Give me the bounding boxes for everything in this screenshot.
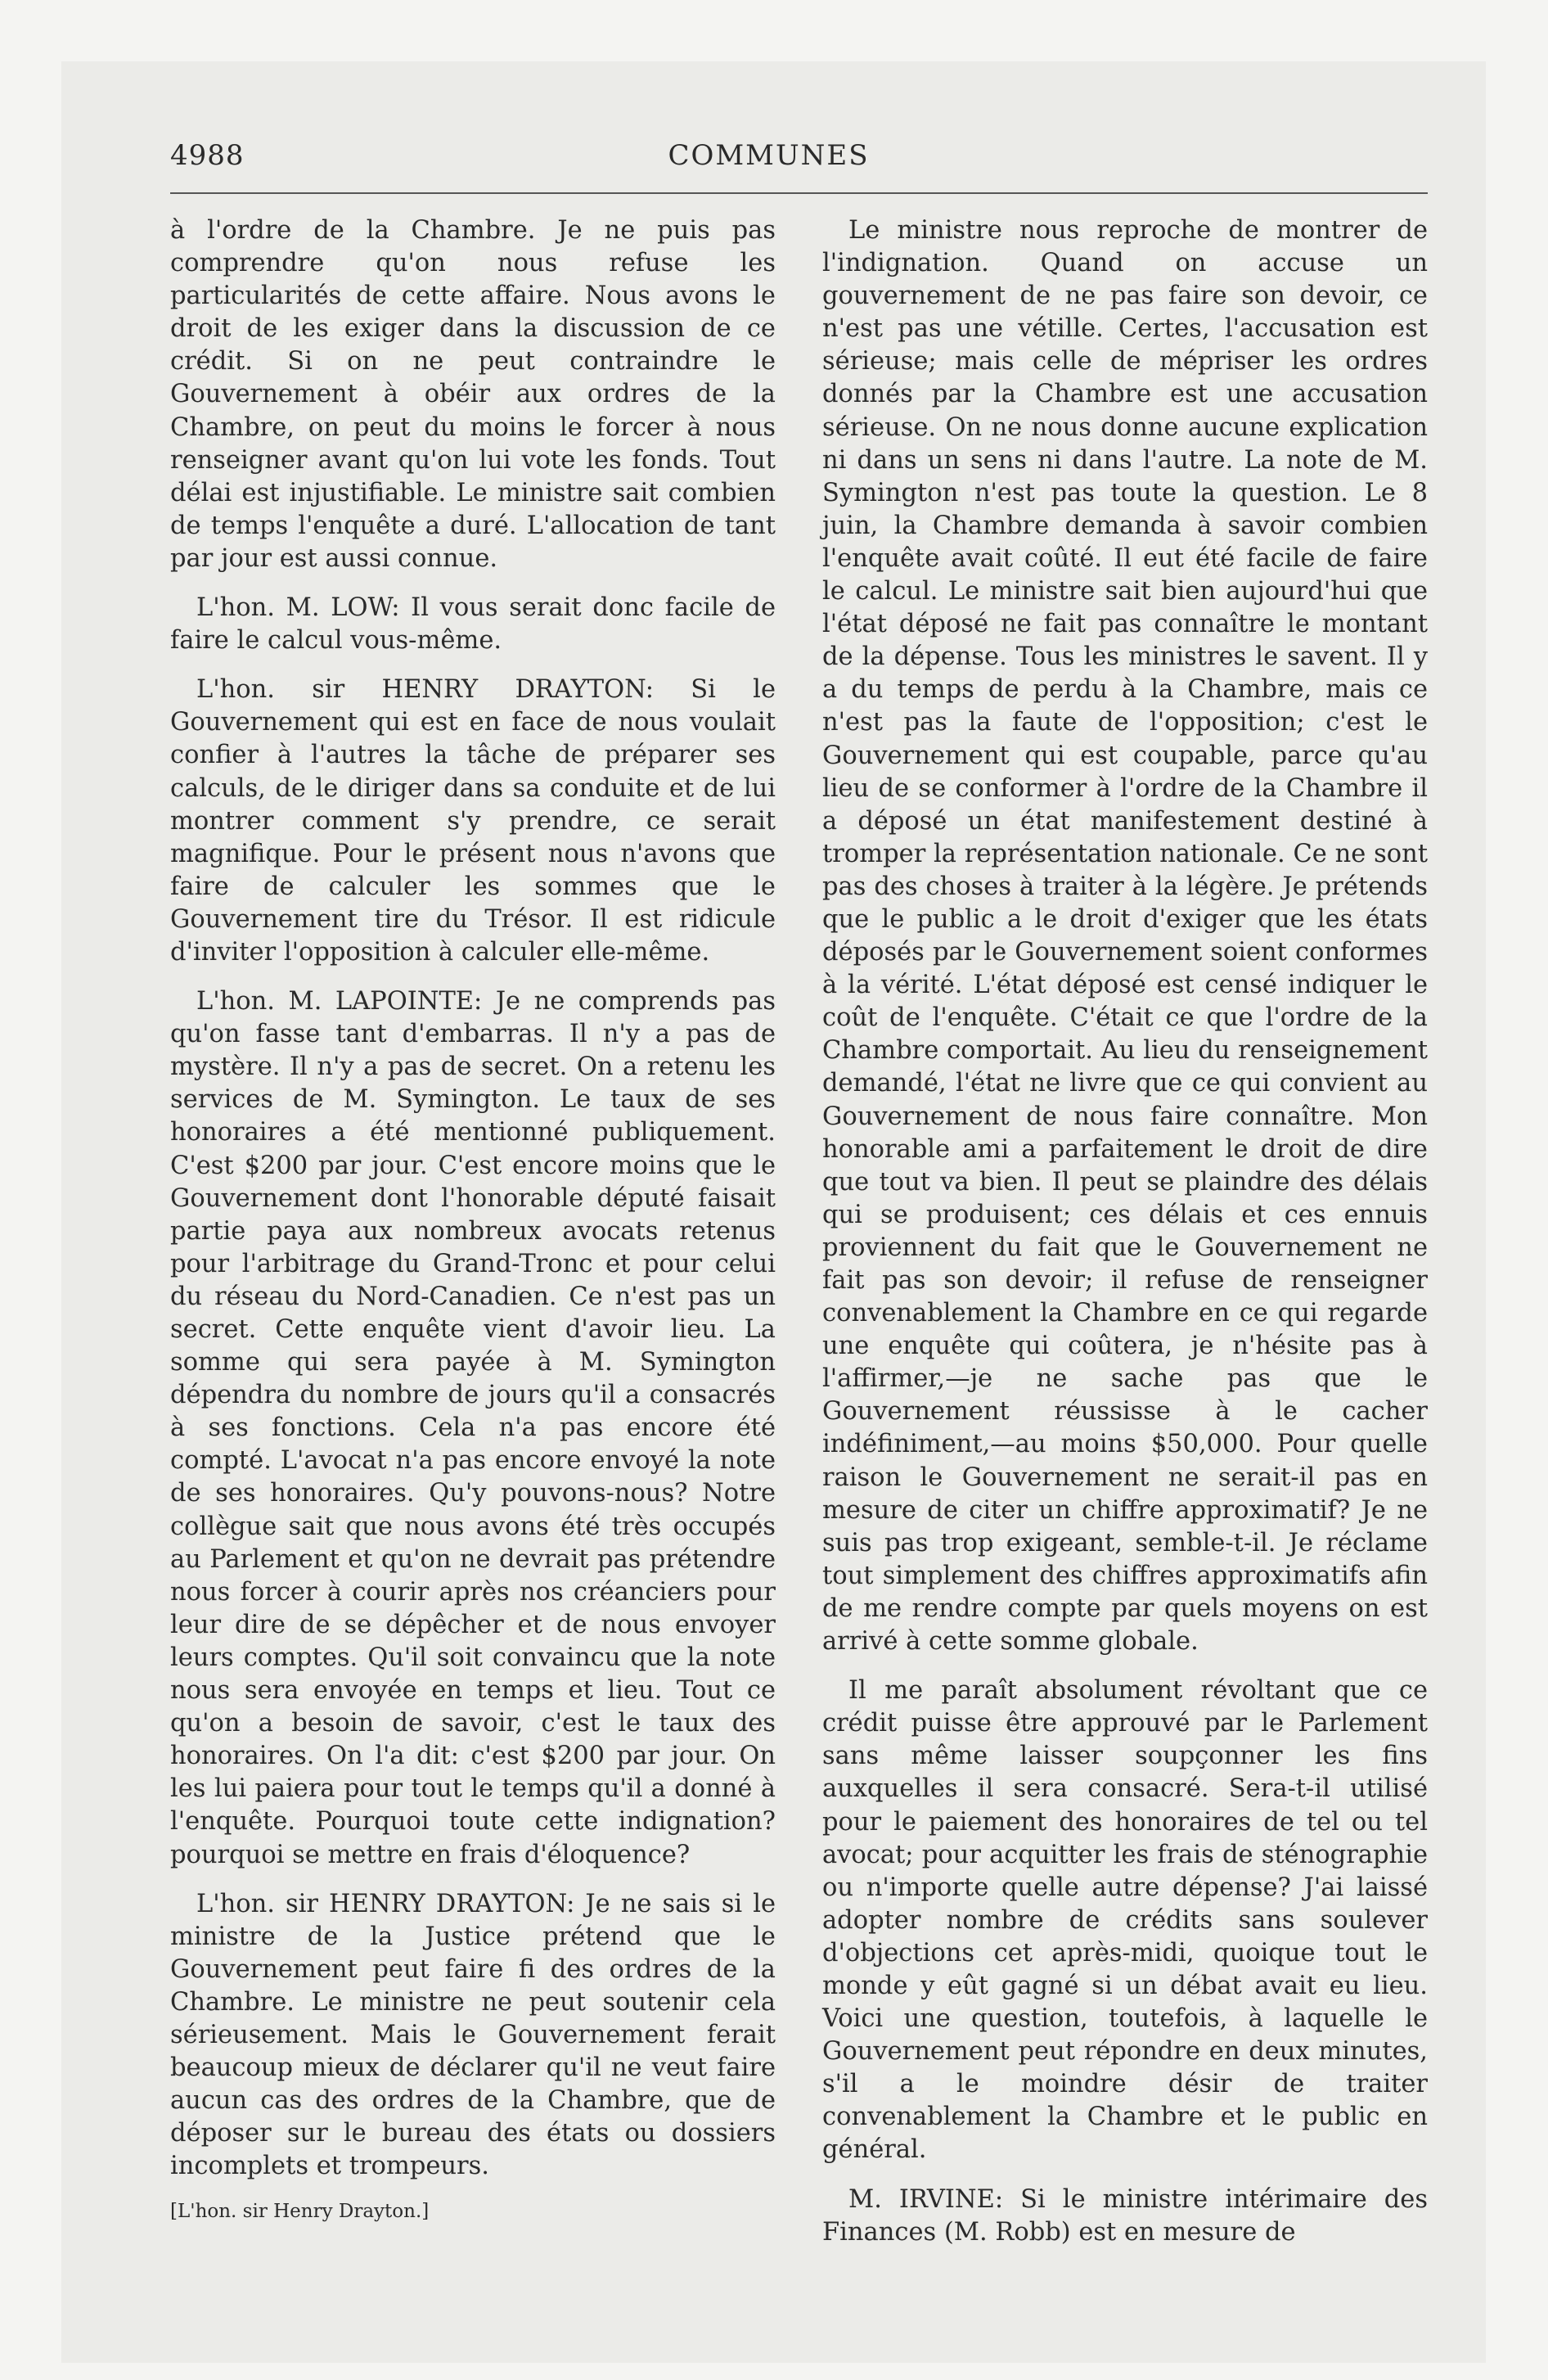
page-title: COMMUNES <box>668 139 870 172</box>
left-column <box>170 214 776 2240</box>
paragraph: L'hon. sir HENRY DRAYTON: Je ne sais si le ministre de la Justice prétend que le Gouvernement peut faire fi des ordres de la Chambre. Le ministre ne peut soutenir cela sérieusement. Mais le Gouvernement ferait beaucoup mieux de déclarer qu'il ne veut faire aucun cas des ordres de la Chambre, que de déposer sur le bureau des états ou dossiers incomplets et trompeurs. <box>170 1889 776 2181</box>
paragraph: L'hon. M. LOW: Il vous serait donc facile de faire le calcul vous-même. <box>170 593 776 656</box>
page-header <box>109 139 1429 188</box>
header-rule <box>170 192 1428 194</box>
paragraph: à l'ordre de la Chambre. Je ne puis pas comprendre qu'on nous refuse les particularités de cette affaire. Nous avons le droit de les exiger dans la discussion de ce crédit. Si on ne peut contraindre le Gouvernement à obéir aux ordres de la Chambre, on peut du moins le forcer à nous renseigner avant qu'on lui vote les fonds. Tout délai est injustifiable. Le ministre sait combien de temps l'enquête a duré. L'allocation de tant par jour est aussi connue. <box>170 216 776 573</box>
paragraph: Le ministre nous reproche de montrer de l'indignation. Quand on accuse un gouvernement de ne pas faire son devoir, ce n'est pas une vétille. Certes, l'accusation est sérieuse; mais celle de mépriser les ordres donnés par la Chambre est une accusation sérieuse. On ne nous donne aucune explication ni dans un sens ni dans l'autre. La note de M. Symington n'est pas toute la question. Le 8 juin, la Chambre demanda à savoir combien l'enquête avait coûté. Il eut été facile de faire le calcul. Le ministre sait bien aujourd'hui que l'état déposé ne fait pas connaître le montant de la dépense. Tous les ministres le savent. Il y a du temps de perdu à la Chambre, mais ce n'est pas la faute de l'opposition; c'est le Gouvernement qui est coupable, parce qu'au lieu de se conformer à l'ordre de la Chambre il a déposé un état manifestement destiné à tromper la représentation nationale. Ce ne sont pas des choses à traiter à la légère. Je prétends que le public a le droit d'exiger que les états déposés par le Gouvernement soient conformes à la vérité. L'état déposé est censé indiquer le coût de l'enquête. C'était ce que l'ordre de la Chambre comportait. Au lieu du renseignement demandé, l'état ne livre que ce qui convient au Gouvernement de nous faire connaître. Mon honorable ami a parfaitement le droit de dire que tout va bien. Il peut se plaindre des délais qui se produisent; ces délais et ces ennuis proviennent du fait que le Gouvernement ne fait pas son devoir; il refuse de renseigner convenablement la Chambre en ce qui regarde une enquête qui coûtera, je n'hésite pas à l'affirmer,—je ne sache pas que le Gouvernement réussisse à le cacher indéfiniment,—au moins $50,000. Pour quelle raison le Gouvernement ne serait-il pas en mesure de citer un chiffre approximatif? Je ne suis pas trop exigeant, semble-t-il. Je réclame tout simplement des chiffres approximatifs afin de me rendre compte par quels moyens on est arrivé à cette somme globale. <box>822 216 1428 1657</box>
speaker-footer-note: [L'hon. sir Henry Drayton.] <box>170 2201 430 2223</box>
right-column <box>822 214 1428 2265</box>
paragraph: L'hon. sir HENRY DRAYTON: Si le Gouvernement qui est en face de nous voulait confier à l'autres la tâche de préparer ses calculs, de le diriger dans sa conduite et de lui montrer comment s'y prendre, ce serait magnifique. Pour le présent nous n'avons que faire de calculer les sommes que le Gouvernement tire du Trésor. Il est ridicule d'inviter l'opposition à calculer elle-même. <box>170 675 776 967</box>
paragraph: M. IRVINE: Si le ministre intérimaire des Finances (M. Robb) est en mesure de <box>822 2184 1428 2247</box>
page-number: 4988 <box>170 139 245 172</box>
paragraph: Il me paraît absolument révoltant que ce crédit puisse être approuvé par le Parlement sans même laisser soupçonner les fins auxquelles il sera consacré. Sera-t-il utilisé pour le paiement des honoraires de tel ou tel avocat; pour acquitter les frais de sténographie ou n'importe quelle autre dépense? J'ai laissé adopter nombre de crédits sans soulever d'objections cet après-midi, quoique tout le monde y eût gagné si un débat avait eu lieu. Voici une question, toutefois, à laquelle le Gouvernement peut répondre en deux minutes, s'il a le moindre désir de traiter convenablement la Chambre et le public en général. <box>822 1676 1428 2165</box>
paragraph: L'hon. M. LAPOINTE: Je ne comprends pas qu'on fasse tant d'embarras. Il n'y a pas de mystère. Il n'y a pas de secret. On a retenu les services de M. Symington. Le taux de ses honoraires a été mentionné publiquement. C'est $200 par jour. C'est encore moins que le Gouvernement dont l'honorable député faisait partie paya aux nombreux avocats retenus pour l'arbitrage du Grand-Tronc et pour celui du réseau du Nord-Canadien. Ce n'est pas un secret. Cette enquête vient d'avoir lieu. La somme qui sera payée à M. Symington dépendra du nombre de jours qu'il a consacrés à ses fonctions. Cela n'a pas encore été compté. L'avocat n'a pas encore envoyé la note de ses honoraires. Qu'y pouvons-nous? Notre collègue sait que nous avons été très occupés au Parlement et qu'on ne devrait pas prétendre nous forcer à courir après nos créanciers pour leur dire de se dépêcher et de nous envoyer leurs comptes. Qu'il soit convaincu que la note nous sera envoyée en temps et lieu. Tout ce qu'on a besoin de savoir, c'est le taux des honoraires. On l'a dit: c'est $200 par jour. On les lui paiera pour tout le temps qu'il a donné à l'enquête. Pourquoi toute cette indignation? pourquoi se mettre en frais d'éloquence? <box>170 987 776 1869</box>
